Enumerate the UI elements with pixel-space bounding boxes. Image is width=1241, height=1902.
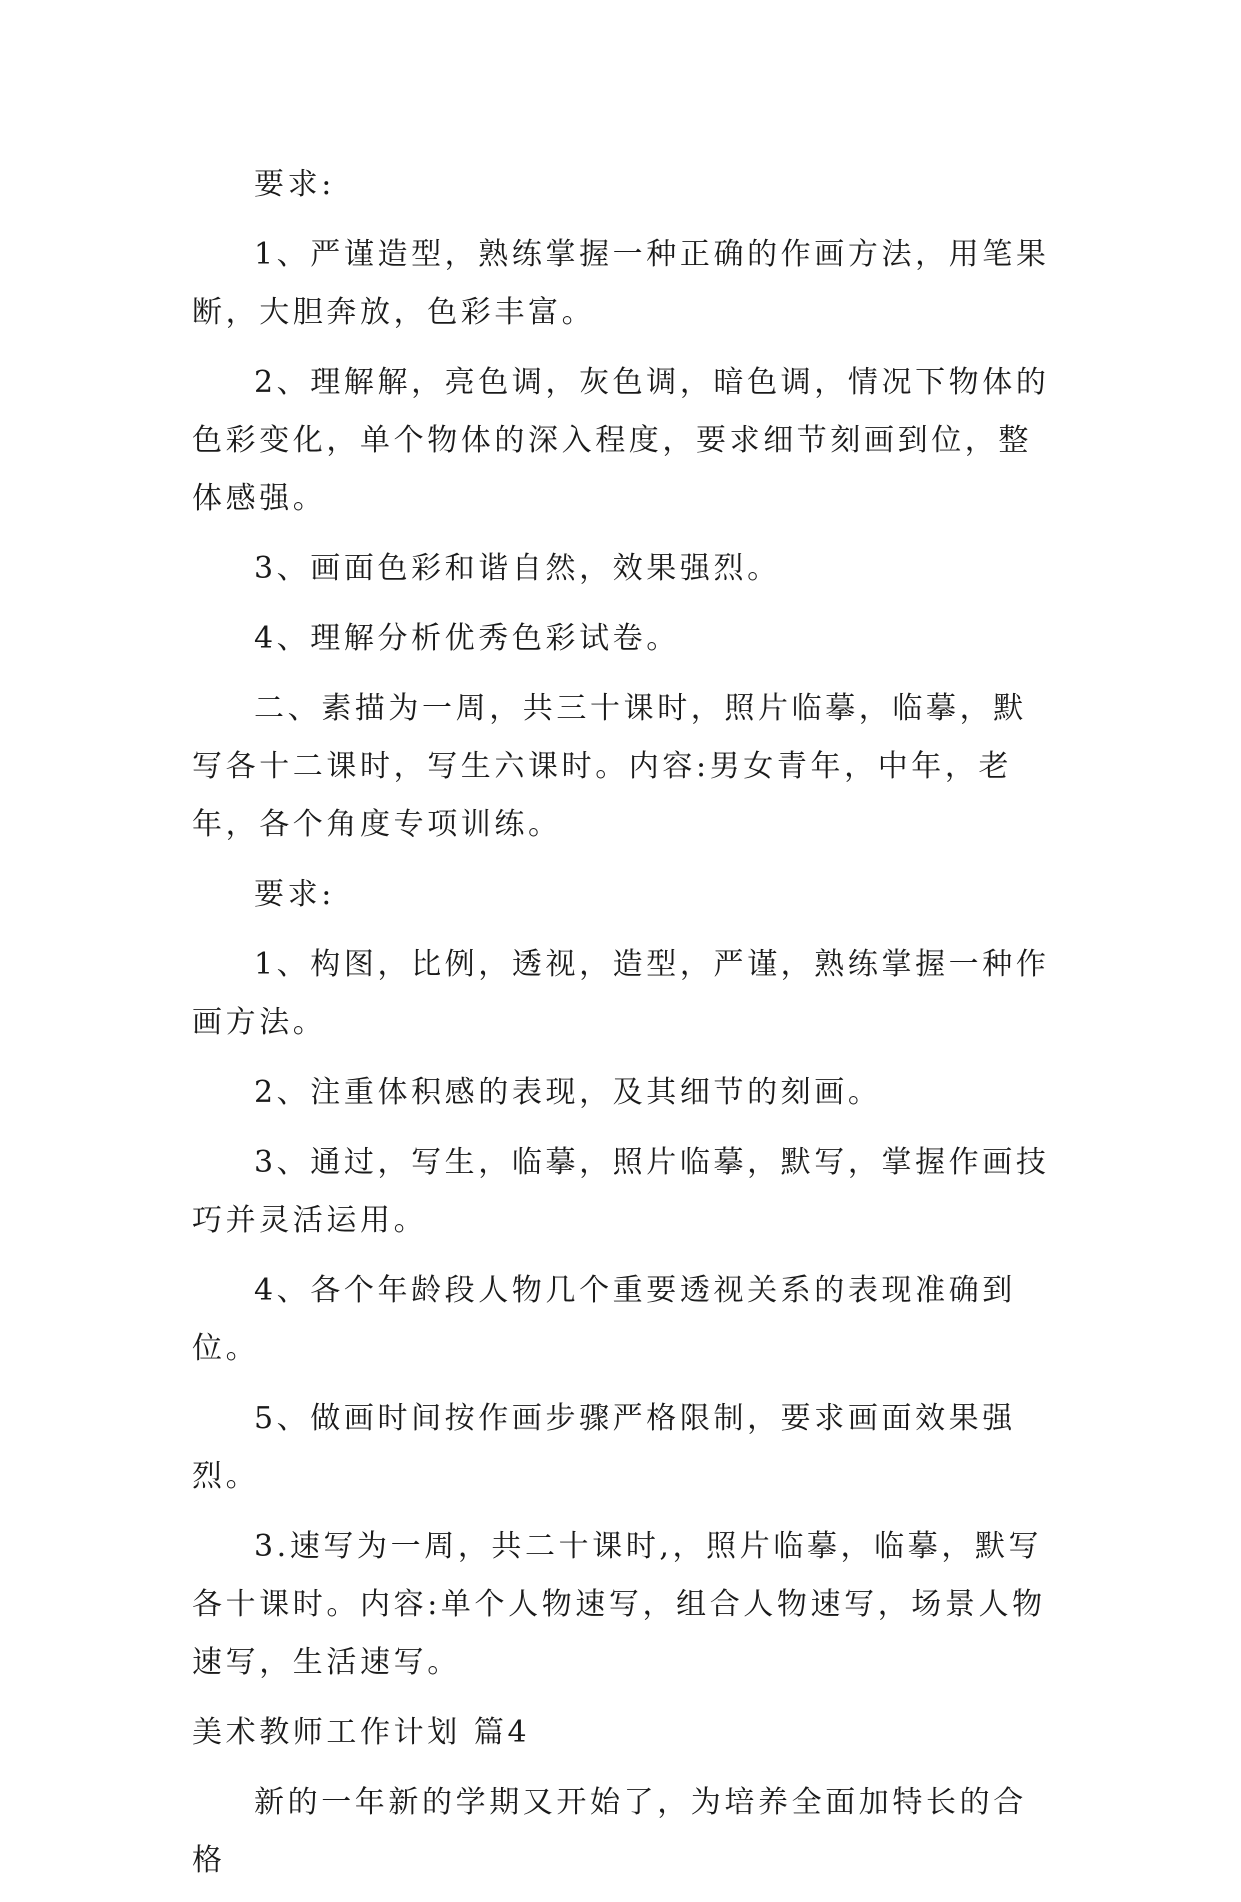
paragraph-sketch-item-1: 1、构图，比例，透视，造型，严谨，熟练掌握一种作画方法。 [192,947,1050,1040]
document-body [192,156,1052,1902]
paragraph-sketch-item-2: 2、注重体积感的表现，及其细节的刻画。 [254,1075,882,1110]
paragraph-color-item-2: 2、理解解，亮色调，灰色调，暗色调，情况下物体的色彩变化，单个物体的深入程度，要求细节刻画到位，整体感强。 [192,365,1050,516]
paragraph-sketch-section: 二、素描为一周，共三十课时，照片临摹，临摹，默写各十二课时，写生六课时。内容:男女青年，中年，老年，各个角度专项训练。 [192,691,1027,842]
section-heading: 美术教师工作计划 篇4 [192,1715,531,1750]
paragraph-sketch-item-5: 5、做画时间按作画步骤严格限制，要求画面效果强烈。 [192,1401,1016,1494]
paragraph-sketch-item-3: 3、通过，写生，临摹，照片临摹，默写，掌握作画技巧并灵活运用。 [192,1145,1050,1238]
paragraph-sketch-item-4: 4、各个年龄段人物几个重要透视关系的表现准确到位。 [192,1273,1016,1366]
paragraph-color-item-1: 1、严谨造型，熟练掌握一种正确的作画方法，用笔果断，大胆奔放，色彩丰富。 [192,237,1050,330]
paragraph-color-item-4: 4、理解分析优秀色彩试卷。 [254,621,680,656]
paragraph-intro: 新的一年新的学期又开始了，为培养全面加特长的合格 [192,1785,1027,1878]
paragraph-requirements-1: 要求: [254,167,335,202]
paragraph-requirements-2: 要求: [254,877,335,912]
paragraph-color-item-3: 3、画面色彩和谐自然，效果强烈。 [254,551,781,586]
paragraph-quick-sketch-section: 3.速写为一周，共二十课时,，照片临摹，临摹，默写各十课时。内容:单个人物速写，组合人物速写，场景人物速写，生活速写。 [192,1529,1046,1680]
